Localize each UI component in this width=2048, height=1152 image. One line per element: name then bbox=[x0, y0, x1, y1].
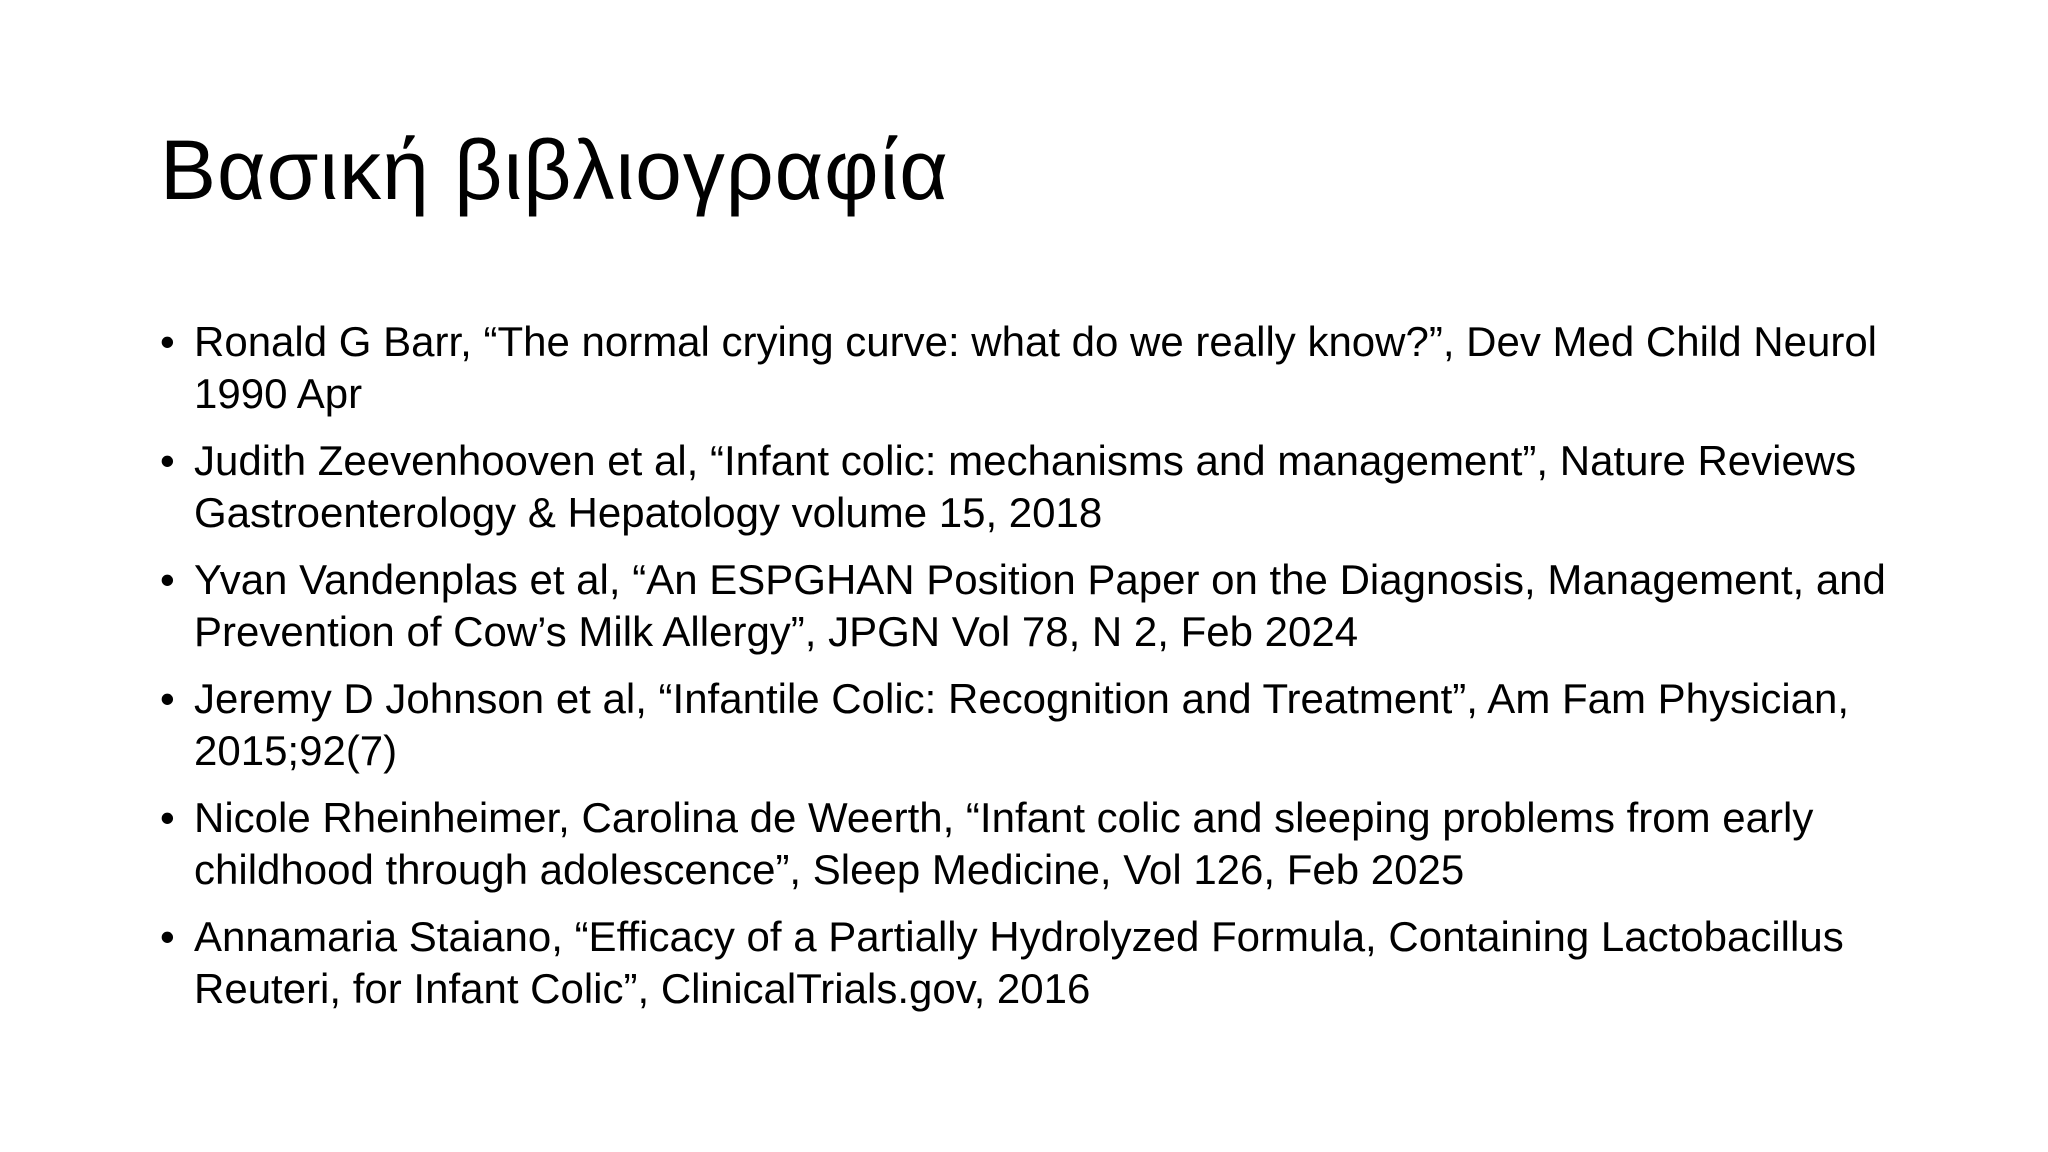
bullet-icon: • bbox=[160, 556, 175, 603]
reference-text: Annamaria Staiano, “Efficacy of a Partially Hydrolyzed Formula, Containing Lactobacillus Reuteri, for Infant Colic”, ClinicalTrials.gov, 2016 bbox=[194, 913, 1844, 1012]
bullet-icon: • bbox=[160, 913, 175, 960]
bullet-icon: • bbox=[160, 794, 175, 841]
list-item bbox=[160, 316, 1920, 420]
bullet-icon: • bbox=[160, 437, 175, 484]
reference-text: Yvan Vandenplas et al, “An ESPGHAN Position Paper on the Diagnosis, Management, and Prevention of Cow’s Milk Allergy”, JPGN Vol 78, N 2, Feb 2024 bbox=[194, 556, 1886, 655]
reference-list bbox=[160, 316, 1920, 1030]
list-item bbox=[160, 911, 1920, 1015]
list-item bbox=[160, 792, 1920, 896]
reference-text: Ronald G Barr, “The normal crying curve: what do we really know?”, Dev Med Child Neurol 1990 Apr bbox=[194, 318, 1878, 417]
reference-text: Jeremy D Johnson et al, “Infantile Colic: Recognition and Treatment”, Am Fam Physician, 2015;92(7) bbox=[194, 675, 1850, 774]
list-item bbox=[160, 673, 1920, 777]
reference-text: Judith Zeevenhooven et al, “Infant colic: mechanisms and management”, Nature Reviews Gastroenterology & Hepatology volume 15, 2018 bbox=[194, 437, 1857, 536]
list-item bbox=[160, 435, 1920, 539]
bullet-icon: • bbox=[160, 675, 175, 722]
bullet-icon: • bbox=[160, 318, 175, 365]
reference-text: Nicole Rheinheimer, Carolina de Weerth, “Infant colic and sleeping problems from early childhood through adolescence”, Sleep Medicine, Vol 126, Feb 2025 bbox=[194, 794, 1814, 893]
slide-title: Βασική βιβλιογραφία bbox=[160, 123, 949, 217]
list-item bbox=[160, 554, 1920, 658]
